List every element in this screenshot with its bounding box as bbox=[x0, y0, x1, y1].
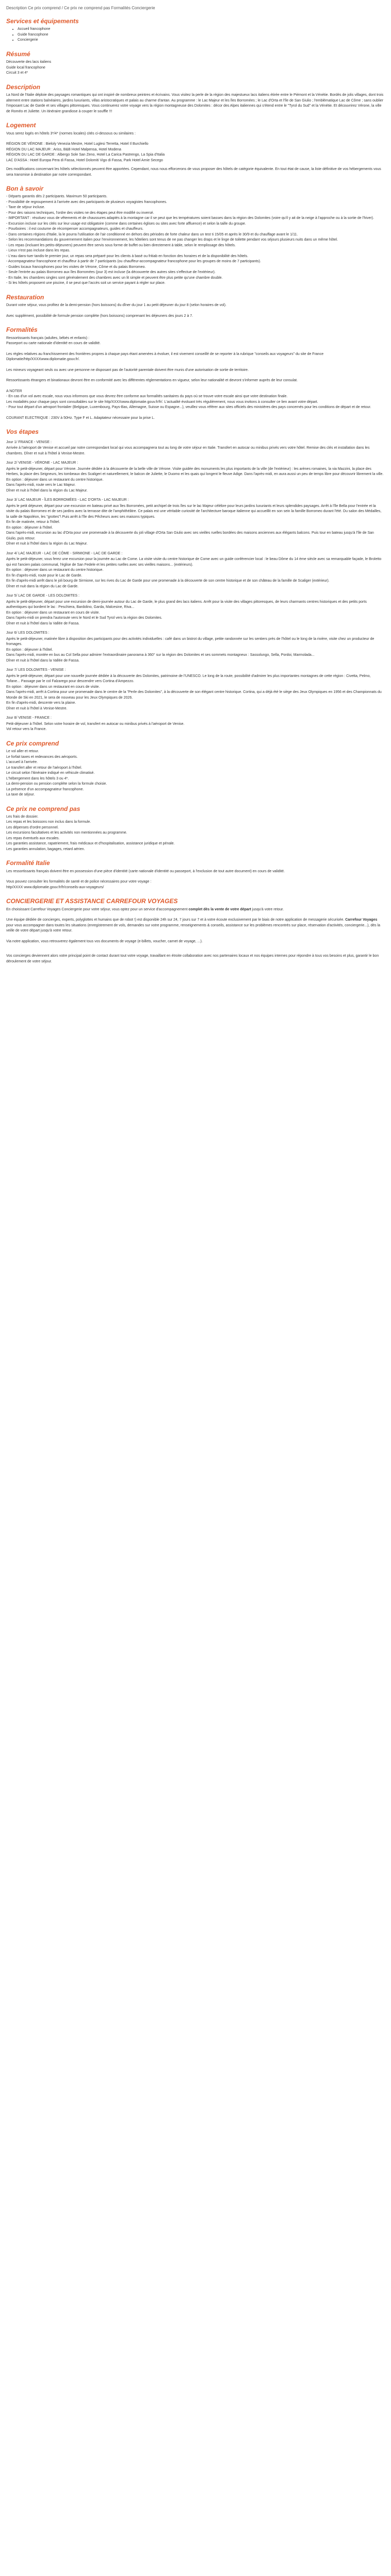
hotel-region-line: RÉGION DE VÉRONE : Bieloly Venezia Mestre, Hotel Luglesi Terretta, Hotel Il Burchiello bbox=[6, 142, 149, 146]
tip-line: - Les repas (incluant les petits-déjeuners) peuvent être servis sous forme de buffet ou bien directement à table, selon le remplissage des hôtels. bbox=[6, 243, 236, 247]
day-block bbox=[6, 668, 385, 711]
tip-line: - Pourboires : il est coutume de récompenser accompagnateurs, guides et chauffeurs. bbox=[6, 227, 144, 231]
included-item: Le vol aller et retour. bbox=[6, 750, 39, 754]
services-title: Services et équipements bbox=[6, 18, 79, 25]
logement-intro: Vous serez logés en hôtels 3*/4* (normes locales) cités ci-dessous ou similaires : bbox=[6, 131, 136, 135]
tip-line: - IMPORTANT : résoluez vous de vêtements et de chaussures adaptés à la montagne car il se peut que les températures soient basses dans la région des Dolomites (voire qu'il y ait de la neige à l'approche ou à la sortie de l'hiver). bbox=[6, 216, 374, 221]
day-text: Après le petit-déjeuner, départ pour Vérone. Journée dédiée à la découverte de la belle ville de Vérone. Visite guidée des monuments les plus importants de la ville (de l'extérieur) : les arènes romaines, la via Mazzini, la place des Herbes, la place des Seigneurs, les tombeaux des Scaligeri et naturellement, le balcon de Juliette, le Duomo et les quais qui longent le fleuve Adige. Dans l'après-midi, en aura aussi un peu de temps libre pour découvrir librement la ville. En option : déjeuner dans un restaurant du centre historique. Dans l'après-midi, route vers le Lac Majeur. Dîner et nuit à l'hôtel dans la région du Lac Majeur. bbox=[6, 467, 384, 493]
day-title: Jour 1/ FRANCE - VENISE : bbox=[6, 440, 52, 444]
list-item: • Conciergerie bbox=[18, 38, 385, 43]
included-item: L'accueil à l'arrivée. bbox=[6, 760, 38, 765]
day-title: Jour 5/ LAC DE GARDE - LES DOLOMITES : bbox=[6, 594, 79, 598]
day-block bbox=[6, 440, 385, 457]
included-item: Le forfait taxes et redevances des aéroports. bbox=[6, 755, 78, 759]
excluded-item: Les excursions facultatives et les activités non mentionnées au programme. bbox=[6, 831, 127, 835]
excluded-item: Les garanties assistance, rapatriement, frais médicaux et d'hospitalisation, assistance juridique et pénale. bbox=[6, 842, 175, 846]
tip-line: - Seule l'entrée au palais Borromeo aux îles Borromées (jour 3) est incluse (la découverte des autres sites s'effectue de l'extérieur). bbox=[6, 270, 216, 275]
tip-line: - Guides locaux francophones pour les visites de Vérone, Côme et du palais Borromeo. bbox=[6, 265, 146, 269]
description-text: La Nord de l'Italie déploie des paysages romantiques qui ont inspiré de nombreux peintres et écrivains. Vous visitez la perle de la région des majestueux lacs italiens étirée entre le Piémont et la Vénétie. Bordés de jolis villages, dont trois alternent entre stations balnéaires, jardins luxuriants, villas aristocratiques et palais au charme d'antan. Au programme : le Lac Majeur et les îles Borromées ; le Lac d'Orta et l'île de San Giulio ; l'emblématique Lac de Côme ; sans oublier l'imposant Lac de Garde et ses villages pittoresques. Vous continuerez votre voyage vers la région montagneuse des Dolomites : décor des Alpes italiennes qui s'étend entre le "Tyrol du Sud" et la Vénétie. Et découvrirez Vérone, la ville de Roméo et Juliette. Un itinéraire grandiose à couper le souffle !!! bbox=[6, 93, 384, 113]
restauration-title: Restauration bbox=[6, 293, 44, 301]
conciergerie-intro: En choisissant Carrefour Voyages Conciergerie pour votre séjour, vous optez pour un service d'accompagnement complet dès la vente de votre départ jusqu'à votre retour. bbox=[6, 907, 284, 911]
formalites-text: Ressortissants français (adultes, bébés et enfants) : Passeport ou carte nationale d'identité en cours de validité. bbox=[6, 336, 101, 346]
day-text: Après le petit-déjeuner, vous ferez une excursion pour la journée au Lac de Come. La visite visite du centre historique de Come avec un guide conférencier local : le beau Dôme du 14 ème siècle avec sa remarquable façade, le Broletto qui est l'ancien palais communal, l'église de San Fedele et les petites ruelles avec ses vieilles maisons... (extérieurs). En option : déjeuner dans un restaurant du centre historique. En fin d'après-midi, route pour le Lac de Garde. En fin d'après-midi arrêt dans le joli bourg de Sirmione, sur les rives du Lac de Garde pour une promenade à la découverte de son centre historique et de son château de la famille de Scaliger (extérieur). Dîner et nuit dans la région du Lac de Garde. bbox=[6, 557, 382, 588]
tip-line: - Dans certaines régions d'Italie, la le pourra l'utilisation de l'air conditionné en dehors des périodes de forte chaleur dans un test ti 15/05 et après le 30/9 et du chauffage avant le 1/11. bbox=[6, 232, 298, 236]
formalite-italie-title: Formalité Italie bbox=[6, 859, 50, 867]
day-title: Jour 3/ LAC MAJEUR - ÎLES BORROMÉES - LAC D'ORTA - LAC MAJEUR : bbox=[6, 498, 129, 502]
restauration-text: Durant votre séjour, vous profitez de la demi-pension (hors boissons) du dîner du jour 1 au petit déjeuner du jour 8 (selon horaires de vol). bbox=[6, 303, 226, 308]
bon-a-savoir-title: Bon à savoir bbox=[6, 185, 44, 193]
included-item: Le circuit selon l'itinéraire indiqué en véhicule climatisé. bbox=[6, 771, 95, 775]
day-block bbox=[6, 716, 385, 733]
excluded-item: Les garanties annulation, bagages, retard aérien. bbox=[6, 847, 85, 851]
tip-line: - Possibilité de regroupement à l'arrivée avec des participants de plusieurs voyagistes francophones. bbox=[6, 200, 167, 204]
formalites-text: Les règles relatives au franchissement des frontières propres à chaque pays étant amenées à évoluer, il est vivement conseillé de se reporter à la rubrique "conseils aux voyageurs" du site de France Diplomatie/http/XXXXwww.diplomatie.gouv.fr/. bbox=[6, 352, 324, 362]
tip-line: - Accompagnateur francophone et chauffeur à partir de 7 participants (ou chauffeur-accompagnateur francophone pour les groupes de moins de 7 participants). bbox=[6, 260, 261, 264]
formalites-text: A NOTER - En cas d'un vol avec escale, nous vous informons que vous devrez être conforme aux formalités sanitaires du pays où se trouve votre escale ainsi que votre destination finale. Les modalités pour chaque pays sont consultables sur le site http/XXXXwww.diplomatie.gouv.fr/fr/. L'actualité évoluant très régulièrement, nous vous invitons à consulter ce lien avant votre départ. - Pour tout départ d'un aéroport frontalier (Belgique, Luxembourg, Pays-Bas, Allemagne, Suisse ou Espagne...), veuillez vous référer aux sites officiels des ministères des pays concernés pour les conditions de départ et de retour. bbox=[6, 389, 371, 410]
day-block bbox=[6, 498, 385, 547]
day-text: Arrivée à l'aéroport de Venise et accueil par notre correspondant local qui vous accompagnera tout au long de votre séjour en Italie. Transfert en autocar ou minibus privés vers votre hôtel. Remise des clés et installation dans les chambres. Dîner et nuit à l'hôtel à Venise-Mestre. bbox=[6, 446, 370, 455]
resume-line: Guide local francophone bbox=[6, 65, 45, 70]
formalites-text: Les mineurs voyageant seuls ou avec une personne ne disposant pas de l'autorité parentale doivent être munis d'une autorisation de sortie de territoire. bbox=[6, 368, 249, 372]
prix-ne-comprend-list bbox=[6, 815, 385, 853]
day-title: Jour 2/ VENISE - VÉRONE - LAC MAJEUR : bbox=[6, 461, 78, 465]
bon-a-savoir-list bbox=[6, 194, 385, 286]
tip-line: - En Italie, les chambres singles sont généralement des chambres avec un lit simple et peuvent être plus petite qu'une chambre double. bbox=[6, 276, 223, 280]
tip-line: - Départs garantis dès 2 participants. Maximum 50 participants. bbox=[6, 195, 108, 199]
formalite-text: Les ressortissants français doivent être en possession d'une pièce d'identité (carte nationale d'identité ou passeport, à l'exclusion de tout autre document) en cours de validité. bbox=[6, 869, 285, 873]
prix-comprend-list bbox=[6, 749, 385, 798]
logement-note: Des modifications concernant les hôtels sélectionnés peuvent être apportées. Cependant, nous nous efforcerons de vous proposer des hôtels de catégorie équivalente. En tout état de cause, la liste définitive de vos hébergements vous sera transmise à destination par notre correspondant. bbox=[6, 167, 381, 177]
day-text: Après le petit déjeuner, départ pour une excursion en bateau privé aux îles Borromées, petit archipel de trois îles sur le lac Majeur célèbre pour leurs jardins luxuriants et leurs splendides paysages. Arrêt à l'île Bella pour l'entrée et la visite du palais Borromeo et de ses jardins avec la terrasse dite de l'amphithéâtre. Ce palais est une véritable curiosité de l'architecture baroque italienne qui accueillit en son sein la famille Borromeo durant l'été. Du salon des Médailles, la salle de Napoléon, les "grottes"\ Puis arrêt à l'île des Pêcheurs avec ses maisons typiques. En fin de matinée, retour à l'hôtel. En option : déjeuner à l'hôtel. Dans l'après-midi, excursion au lac d'Orta pour une promenade à la découverte du joli village d'Orta San Giulio avec ses vieilles ruelles bordées des maisons anciennes aux élégants balcons. Puis tour en bateau jusqu'à l'île de San Giulio, puis retour. Dîner et nuit à l'hôtel dans la région du Lac Majeur. bbox=[6, 504, 382, 546]
excluded-item: Les repas et les boissons non inclus dans la formule. bbox=[6, 820, 91, 824]
logement-hotels bbox=[6, 142, 385, 163]
resume-line: Découverte des lacs italiens bbox=[6, 60, 52, 64]
day-block bbox=[6, 461, 385, 494]
conciergerie-contact: Vos concierges deviennent alors votre principal point de contact durant tout votre voyage, travaillant en étroite collaboration avec nos partenaires locaux et nos équipes internes pour répondre à tous vos besoins et plus, garantir le bon déroulement de votre séjour. bbox=[6, 954, 379, 963]
day-text: Après le petit-déjeuner, départ pour une excursion de demi-journée autour du Lac de Garde, le plus grand des lacs italiens. Arrêt pour la visite des villages pittoresques, de leurs charmants centres historiques et des petits ports authentiques qui bordent le lac : Peschiera, Bardolino, Garda, Malcesine, Riva... En option : déjeuner dans un restaurant en cours de visite. Dans l'après-midi on prendra l'autoroute vers le Nord et le Sud Tyrol vers la région des Dolomites. Dîner et nuit à l'hôtel dans la Vallée de Fassa. bbox=[6, 600, 367, 625]
formalites-title: Formalités bbox=[6, 326, 38, 334]
etapes-title: Vos étapes bbox=[6, 428, 39, 436]
tip-line: - Excursion incluse sur les cités sur leur usage est obligatoire (comme dans certaines églises ou sites avec forte affluence) et selon la taille du groupe. bbox=[6, 222, 246, 226]
day-text: Petit-déjeuner à l'hôtel. Selon votre horaire de vol, transfert en autocar ou minibus privés à l'aéroport de Venise. Vol retour vers la France. bbox=[6, 722, 185, 732]
conciergerie-app: Via notre application, vous retrouverez également tous vos documents de voyage (e-billets, voucher, carnet de voyage, ...). bbox=[6, 939, 203, 943]
included-item: Le transfert aller et retour de l'aéroport à l'hôtel. bbox=[6, 766, 83, 770]
hotel-region-line: LAC D'ASSA : Hotel Europa Pera di Fassa, Hotel Dolomiti Vigo di Fassa, Park Hotel Arnie Secego bbox=[6, 158, 163, 162]
resume-line: Circuit 3 et 4* bbox=[6, 71, 28, 75]
day-text: Après le petit-déjeuner, départ pour une nouvelle journée dédiée à la découverte des Dolomites, patrimoine de l'UNESCO. Le long de la route, possibilité d'admirer les plus importantes montagnes de cette région : Civetta, Pelmo, Tofane... Passage par le col Falzarego pour descendre vers Cortina d'Ampezzo. En option : déjeuner dans un restaurant en cours de visite. Dans l'après-midi, arrêt à Cortina pour une promenade dans le centre de la "Perle des Dolomites", à la découverte de son élégant centre historique. Cortina, qui a déjà été le siège des Jeux Olympiques en 1956 et des Championnats du Monde de Ski en 2021, le sera de nouveau pour les Jeux Olympiques de 2026. En fin d'après-midi, descente vers la plaine. Dîner et nuit à l'hôtel à Venise-Mestre. bbox=[6, 674, 382, 710]
day-block bbox=[6, 631, 385, 664]
tip-line: - Lieux n'est pas incluse dans les repas. bbox=[6, 249, 70, 253]
day-title: Jour 7/ LES DOLOMITES - VENISE : bbox=[6, 668, 66, 672]
tip-line: - L'eau dans-tuer tandis-le premier jour, un repas sera préparé pour les clients à basé ou fritiab en fonction des horaires et de la disponibilité des hôtels. bbox=[6, 254, 249, 258]
tip-line: - Pour des raisons techniques, l'ordre des visites ne des étapes peut être modifié ou inversé. bbox=[6, 211, 154, 215]
excluded-item: Les repas éventuels aux escales. bbox=[6, 836, 60, 840]
prix-ne-comprend-title: Ce prix ne comprend pas bbox=[6, 805, 80, 812]
tip-line: - Selon les recommandations du gouvernement italien pour l'environnement, les hôteliers sont tenus de ne pas changer les draps et le linge de toilette pendant vos séjours plusieurs nuits dans un même hôtel. bbox=[6, 238, 338, 242]
tip-line: - Taxe de séjour incluse. bbox=[6, 206, 45, 210]
included-item: La taxe de séjour. bbox=[6, 793, 35, 797]
day-block bbox=[6, 594, 385, 626]
services-list bbox=[6, 27, 385, 43]
logement-title: Logement bbox=[6, 122, 36, 129]
included-item: La demi-pension ou pension complète selon la formule choisie. bbox=[6, 782, 107, 786]
hotel-region-line: RÉGION DU LAC MAJEUR : Ariss, B&B Hotel Malpensa, Hotel Modena bbox=[6, 147, 121, 151]
description-title: Description bbox=[6, 83, 41, 91]
prix-comprend-title: Ce prix comprend bbox=[6, 739, 59, 747]
excluded-item: Les dépenses d'ordre personnel. bbox=[6, 825, 59, 829]
list-item: • Accueil francophone bbox=[18, 27, 385, 32]
day-title: Jour 8/ VENISE - FRANCE : bbox=[6, 716, 52, 720]
list-item: • Guide francophone bbox=[18, 32, 385, 38]
tip-line: - Si les hôtels proposent une piscine, il se peut que l'accès soit un service payant à régler sur place. bbox=[6, 281, 166, 285]
resume-lines bbox=[6, 60, 385, 76]
excluded-item: Les frais de dossier. bbox=[6, 815, 39, 819]
day-block bbox=[6, 551, 385, 590]
day-title: Jour 6/ LES DOLOMITES : bbox=[6, 631, 50, 635]
resume-title: Résumé bbox=[6, 50, 30, 58]
day-title: Jour 4/ LAC MAJEUR - LAC DE CÔME - SIRMIONE - LAC DE GARDE : bbox=[6, 551, 123, 555]
conciergerie-details: Une équipe dédiée de concierges, experts, polyglottes et humains que de robot !) est disponible 24h sur 24, 7 jours sur 7 et à votre écoute exclusivement par le biais de notre application de messagerie sécurisée. Carrefour Voyages pour vous accompagner dans toutes les situations (enregistrement de vols, demandes sur votre programme, renseignements & conseils, assistance sur les problèmes rencontrés sur place, réservation d'activités, conciergerie...), dès la veille de votre départ jusqu'à votre retour. bbox=[6, 918, 381, 933]
day-text: Après le petit-déjeuner, matinée libre à disposition des participants pour des activités individuelles : café dans un bistrot du village, petite randonnée sur les sentiers près de l'hôtel ou le long de la rivière, visite chez un producteur de fromages. En option : déjeuner à l'hôtel. Dans l'après-midi, montée en bus au Col Sella pour admirer l'extraordinaire panorama à 360° sur la région des Dolomites et ses sommets montagneux : Sassolungo, Sella, Pordoi, Marmolada... Dîner et nuit à l'hôtel dans la Vallée de Fassa. bbox=[6, 637, 374, 663]
conciergerie-title: CONCIERGERIE ET ASSISTANCE CARREFOUR VOYAGES bbox=[6, 897, 178, 905]
formalite-text: Vous pouvez consulter les formalités de santé et de police nécessaires pour votre voyage : http/XXXX www.diplomatie.gouv.fr/fr/conseils-aux-voyageurs/ bbox=[6, 880, 152, 889]
section-nav-line: Description Ce prix comprend / Ce prix ne comprend pas Formalités Conciergerie bbox=[6, 6, 155, 10]
restauration-text: Avec supplément, possibilité de formule pension complète (hors boissons) comprenant les déjeuners des jours 2 à 7. bbox=[6, 314, 193, 318]
included-item: La présence d'un accompagnateur francophone. bbox=[6, 787, 84, 791]
hotel-region-line: RÉGION DU LAC DE GARDE : Albergo Sole San Zeno, Hotel La Carica Pastrengo, La Spia d'Italia bbox=[6, 153, 165, 157]
formalites-text: Ressortissants étrangers et binationaux devront être en conformité avec les différentes réglementations en vigueur, selon leur nationalité et devront s'informer auprès de leur consulat. bbox=[6, 379, 298, 383]
page bbox=[0, 0, 391, 973]
formalites-text: COURANT ELECTRIQUE : 230V à 50Hz. Type F et L. Adaptateur nécessaire pour la prise L. bbox=[6, 416, 155, 420]
included-item: L'hébergement dans les hôtels 3 ou 4*. bbox=[6, 776, 69, 781]
